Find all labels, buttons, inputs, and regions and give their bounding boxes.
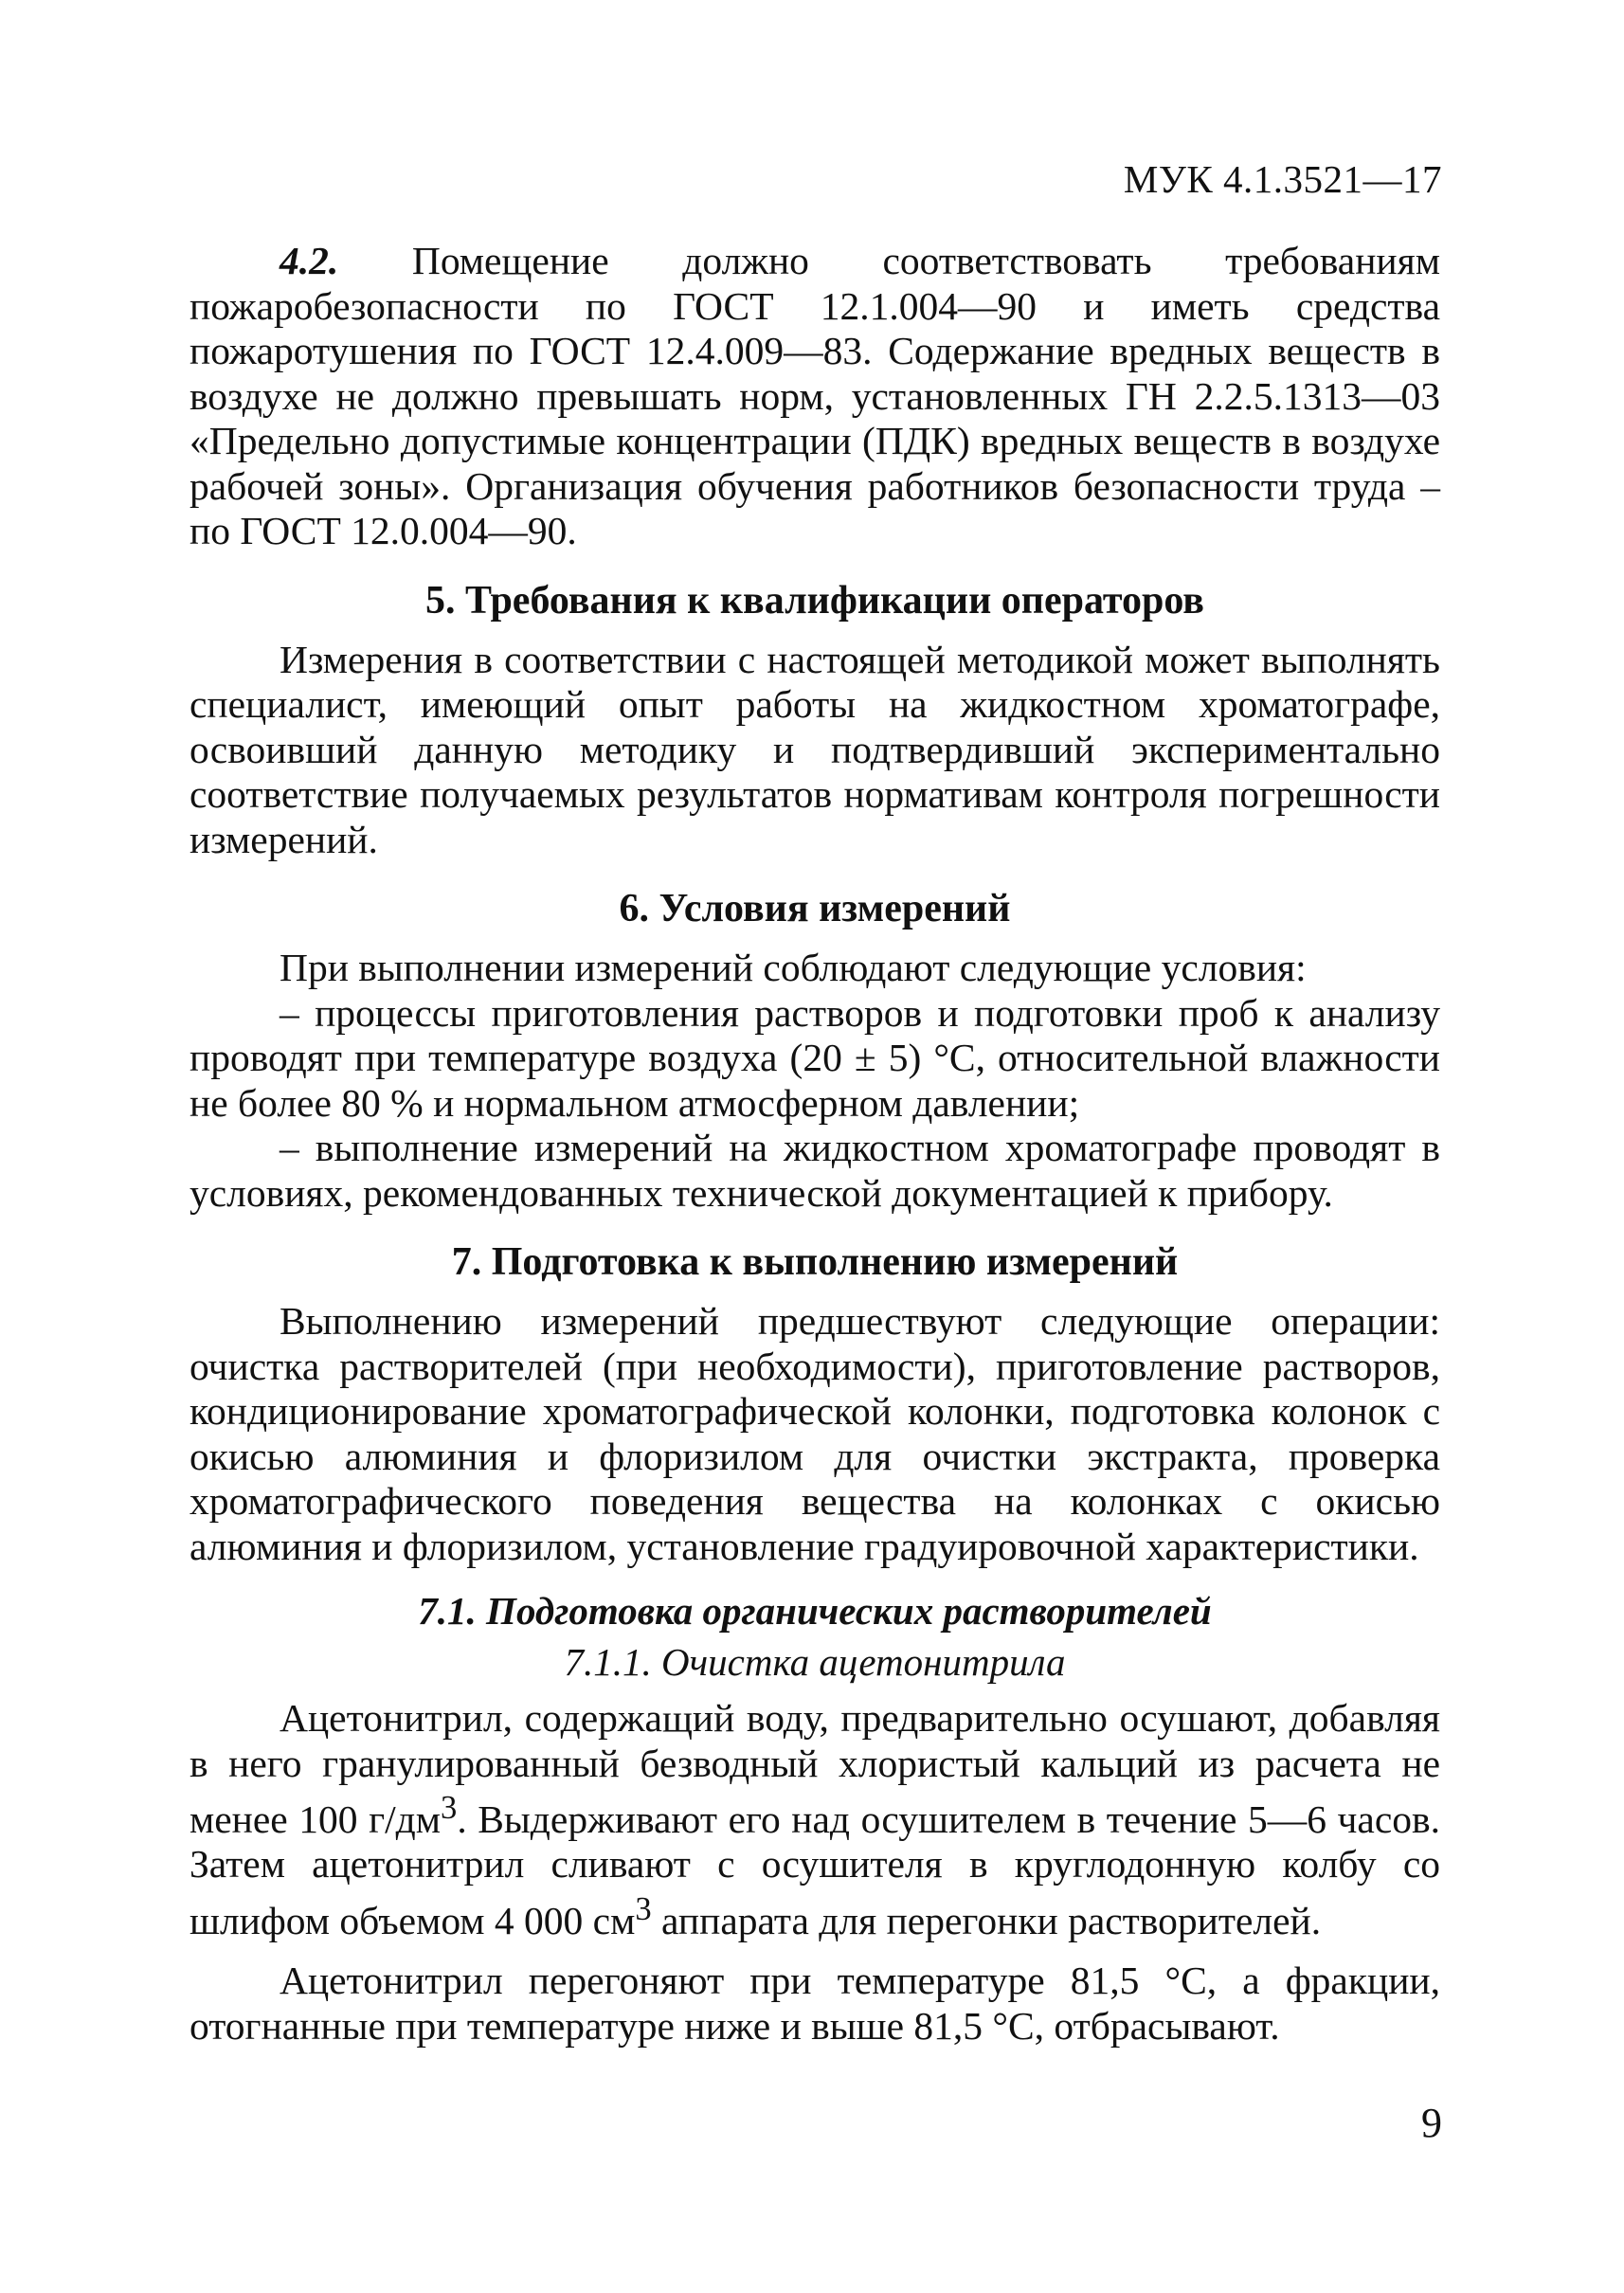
paragraph-4-2 [189, 239, 1440, 554]
section-5-paragraph: Измерения в соответствии с настоящей методикой может выполнять специалист, имеющий опыт работы на жидкостном хроматографе, освоивший данную методику и подтвердивший экспериментально соответствие получаемых результатов нормативам контроля погрешности измерений. [189, 637, 1440, 861]
section-7-paragraph: Выполнению измерений предшествуют следующие операции: очистка растворителей (при необходимости), приготовление растворов, кондиционирование хроматографической колонки, подготовка колонок с окисью алюминия и флоризилом для очистки экстракта, проверка хроматографического поведения вещества на колонках с окисью алюминия и флоризилом, установление градуировочной характеристики. [189, 1299, 1440, 1568]
section-6-item-1: – процессы приготовления растворов и подготовки проб к анализу проводят при температуре воздуха (20 ± 5) °С, относительной влажности не более 80 % и нормальном атмосферном давлении; [189, 990, 1440, 1125]
section-7-1-1-paragraph-1 [189, 1696, 1440, 1943]
section-7-1-1-paragraph-2: Ацетонитрил перегоняют при температуре 81,5 °С, а фракции, отогнанные при температуре ниже и выше 81,5 °С, отбрасывают. [189, 1959, 1440, 2048]
section-6-intro: При выполнении измерений соблюдают следующие условия: [280, 946, 1307, 989]
paragraph-text-part: Ацетонитрил, содержащий воду, предварительно осушают, добавляя в него гранулированный безводный хлористый кальций из расчета не менее 100 г/дм [189, 1696, 1440, 1841]
page-content [189, 239, 1440, 2049]
section-7-heading: 7. Подготовка к выполнению измерений [451, 1240, 1179, 1284]
section-6-item-2: – выполнение измерений на жидкостном хроматографе проводят в условиях, рекомендованных технической документацией к прибору. [189, 1126, 1440, 1215]
superscript: 3 [635, 1890, 652, 1927]
section-7-1-heading: 7.1. Подготовка органических растворителей [418, 1589, 1212, 1633]
document-code-header: МУК 4.1.3521—17 [1123, 157, 1442, 201]
section-5-heading: 5. Требования к квалификации операторов [425, 578, 1204, 623]
section-6-heading: 6. Условия измерений [619, 887, 1011, 930]
paragraph-text-part: . Выдерживают его над осушителем в течение 5—6 часов. Затем ацетонитрил сливают с осушителя в круглодонную колбу со шлифом объемом 4 000 см [189, 1796, 1440, 1942]
page-number: 9 [1421, 2100, 1442, 2146]
clause-number-4-2: 4.2. [280, 239, 339, 282]
superscript: 3 [441, 1790, 458, 1826]
paragraph-text-part: аппарата для перегонки растворителей. [651, 1898, 1322, 1942]
section-7-1-1-heading: 7.1.1. Очистка ацетонитрила [564, 1640, 1066, 1684]
paragraph-4-2-text: Помещение должно соответствовать требованиям пожаробезопасности по ГОСТ 12.1.004—90 и иметь средства пожаротушения по ГОСТ 12.4.009—83. Содержание вредных веществ в воздухе не должно превышать норм, установленных ГН 2.2.5.1313—03 «Предельно допустимые концентрации (ПДК) вредных веществ в воздухе рабочей зоны». Организация обучения работников безопасности труда – по ГОСТ 12.0.004—90. [189, 239, 1440, 552]
paragraph-gap [189, 1943, 1440, 1959]
